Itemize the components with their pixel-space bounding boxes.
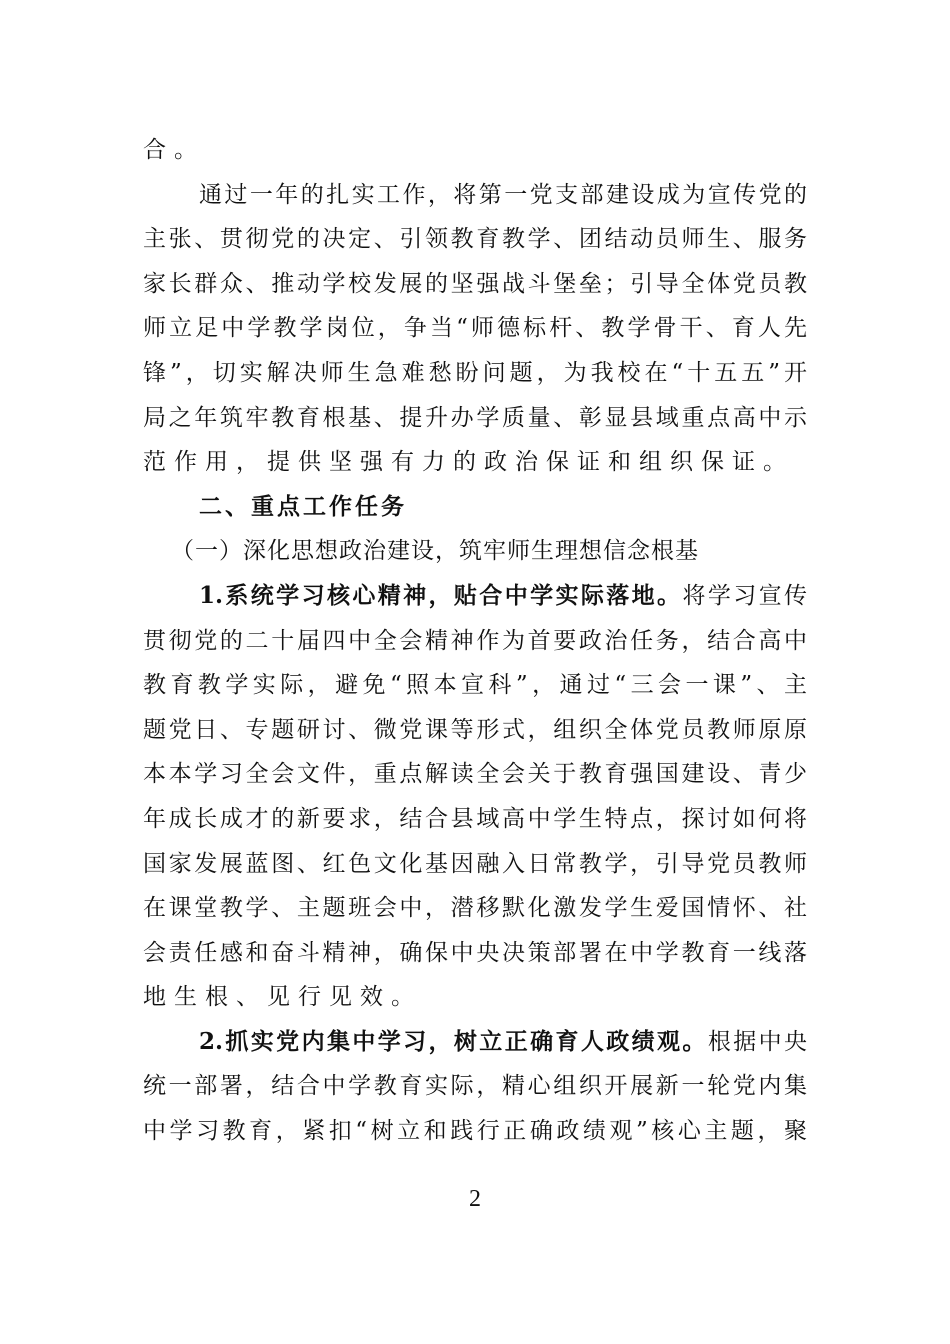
line-text: 国家发展蓝图、红色文化基因融入日常教学，引导党员教师	[143, 850, 807, 877]
text-line	[143, 842, 807, 887]
text-line	[143, 752, 807, 797]
text-line	[143, 886, 807, 931]
text-line	[143, 262, 807, 307]
text-line	[143, 440, 807, 485]
line-text: 地生根、见行见效。	[143, 984, 422, 1011]
text-line	[143, 797, 807, 842]
line-text: 将学习宣传	[682, 582, 807, 609]
line-text: 范作用，提供坚强有力的政治保证和组织保证。	[143, 449, 794, 476]
text-line	[143, 1020, 807, 1065]
line-text: 局之年筑牢教育根基、提升办学质量、彰显县域重点高中示	[143, 404, 807, 431]
text-line	[143, 574, 807, 619]
bold-lead-text: 2.抓实党内集中学习，树立正确育人政绩观。	[199, 1027, 708, 1055]
line-text: 合。	[143, 137, 205, 163]
text-line	[143, 1064, 807, 1109]
line-text: 会责任感和奋斗精神，确保中央决策部署在中学教育一线落	[143, 939, 807, 966]
text-line	[143, 931, 807, 976]
line-text: 年成长成才的新要求，结合县域高中学生特点，探讨如何将	[143, 805, 807, 832]
text-line	[143, 217, 807, 262]
line-text: 在课堂教学、主题班会中，潜移默化激发学生爱国情怀、社	[143, 895, 807, 922]
line-text: 根据中央	[707, 1028, 807, 1055]
paragraph	[143, 1020, 807, 1154]
line-text: 中学习教育，紧扣“树立和践行正确政绩观”核心主题，聚	[143, 1118, 807, 1145]
paragraph	[143, 574, 807, 1020]
document-body	[143, 128, 807, 1154]
line-text: 主张、贯彻党的决定、引领教育教学、团结动员师生、服务	[143, 226, 807, 253]
text-line	[143, 663, 807, 708]
text-line	[143, 351, 807, 396]
section-heading	[143, 485, 807, 530]
line-text: 家长群众、推动学校发展的坚强战斗堡垒；引导全体党员教	[143, 270, 807, 297]
subsection-heading	[143, 529, 807, 574]
line-text: 统一部署，结合中学教育实际，精心组织开展新一轮党内集	[143, 1073, 807, 1100]
text-line	[143, 173, 807, 218]
line-text: 锋”，切实解决师生急难愁盼问题，为我校在“十五五”开	[143, 359, 807, 386]
text-line	[143, 975, 807, 1020]
line-text: 教育教学实际，避免“照本宣科”，通过“三会一课”、主	[143, 672, 807, 699]
line-text: 题党日、专题研讨、微党课等形式，组织全体党员教师原原	[143, 716, 807, 743]
text-line	[143, 306, 807, 351]
text-line	[143, 485, 807, 530]
line-text: 贯彻党的二十届四中全会精神作为首要政治任务，结合高中	[143, 627, 807, 654]
line-text: 通过一年的扎实工作，将第一党支部建设成为宣传党的	[199, 181, 807, 208]
page-number: 2	[469, 1186, 481, 1212]
line-text: （一）深化思想政治建设，筑牢师生理想信念根基	[171, 538, 699, 565]
bold-lead-text: 1.系统学习核心精神，贴合中学实际落地。	[199, 581, 683, 609]
text-line	[143, 619, 807, 664]
paragraph	[143, 128, 807, 173]
line-text: 二、重点工作任务	[199, 492, 407, 520]
line-text: 师立足中学教学岗位，争当“师德标杆、教学骨干、育人先	[143, 315, 807, 342]
text-line	[143, 529, 807, 574]
text-line	[143, 396, 807, 441]
text-line	[143, 128, 807, 173]
line-text: 本本学习全会文件，重点解读全会关于教育强国建设、青少	[143, 761, 807, 788]
text-line	[143, 708, 807, 753]
text-line	[143, 1109, 807, 1154]
paragraph	[143, 173, 807, 485]
